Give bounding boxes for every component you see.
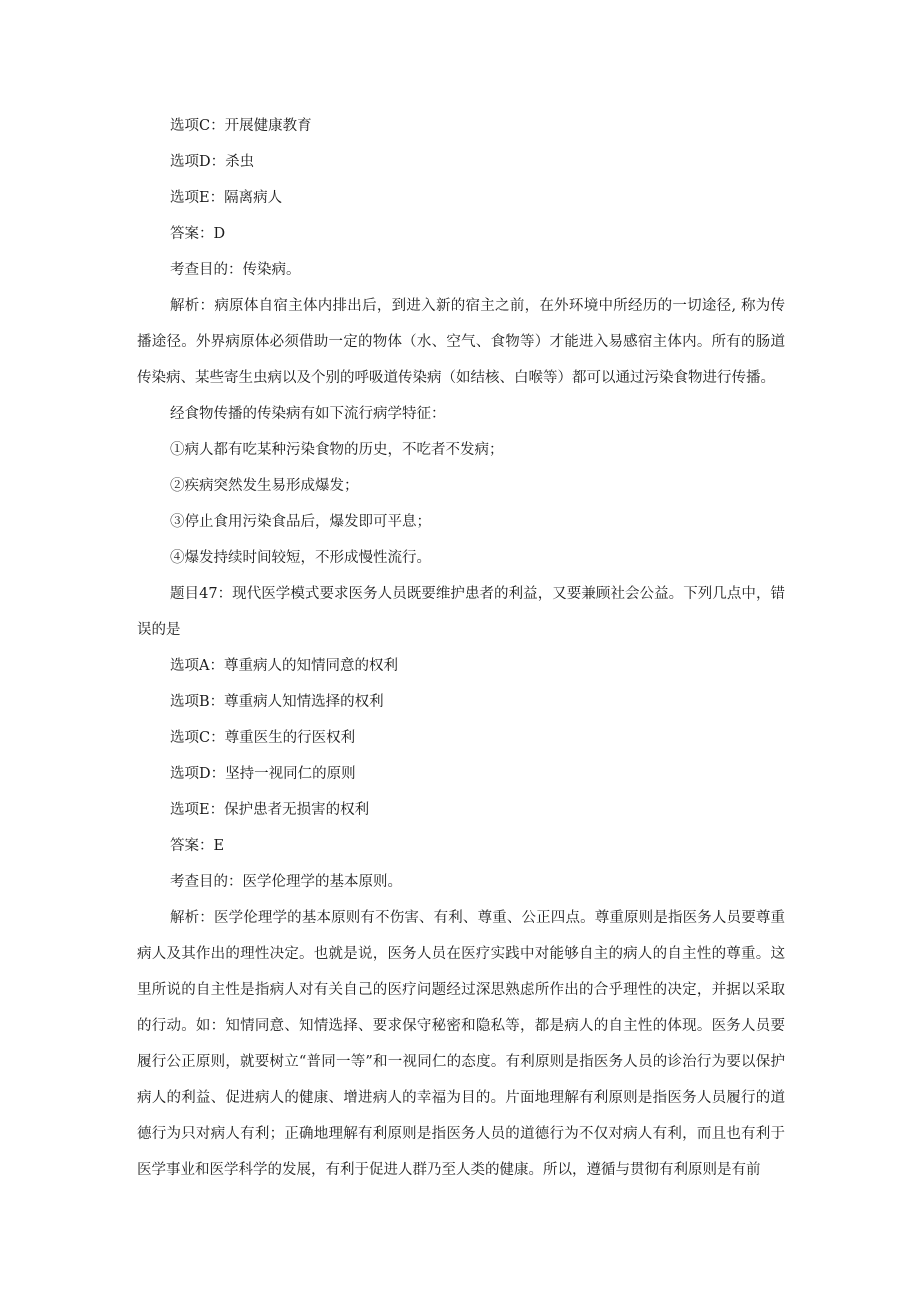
document-page	[137, 108, 785, 1188]
q47-option-d: 选项D：坚持一视同仁的原则	[170, 766, 356, 782]
q47-purpose: 考查目的：医学伦理学的基本原则。	[170, 874, 402, 890]
q47-option-c: 选项C：尊重医生的行医权利	[170, 730, 356, 746]
q46-features-intro: 经食物传播的传染病有如下流行病学特征：	[170, 406, 446, 422]
q47-answer: 答案：E	[170, 838, 225, 854]
q46-feature-1: ①病人都有吃某种污染食物的历史，不吃者不发病；	[170, 442, 504, 458]
q47-option-a: 选项A：尊重病人的知情同意的权利	[170, 658, 398, 674]
q46-analysis: 解析：病原体自宿主体内排出后，到进入新的宿主之前，在外环境中所经历的一切途径, 称为传播途径。外界病原体必须借助一定的物体（水、空气、食物等）才能进入易感宿主体内。所有的肠道传染病、某些寄生虫病以及个别的呼吸道传染病（如结核、白喉等）都可以通过污染食物进行传播。	[137, 298, 785, 386]
q46-answer: 答案：D	[170, 226, 226, 242]
q46-option-e: 选项E：隔离病人	[170, 190, 283, 206]
q46-purpose: 考查目的：传染病。	[170, 262, 301, 278]
q47-question: 题目47：现代医学模式要求医务人员既要维护患者的利益，又要兼顾社会公益。下列几点中，错误的是	[137, 586, 785, 638]
q46-feature-4: ④爆发持续时间较短，不形成慢性流行。	[170, 550, 431, 566]
q46-option-c: 选项C：开展健康教育	[170, 118, 312, 134]
q46-feature-3: ③停止食用污染食品后，爆发即可平息；	[170, 514, 431, 530]
q47-analysis: 解析：医学伦理学的基本原则有不伤害、有利、尊重、公正四点。尊重原则是指医务人员要尊重病人及其作出的理性决定。也就是说，医务人员在医疗实践中对能够自主的病人的自主性的尊重。这里所说的自主性是指病人对有关自己的医疗问题经过深思熟虑所作出的合乎理性的决定，并据以采取的行动。如：知情同意、知情选择、要求保守秘密和隐私等，都是病人的自主性的体现。医务人员要履行公正原则，就要树立“普同一等”和一视同仁的态度。有利原则是指医务人员的诊治行为要以保护病人的利益、促进病人的健康、增进病人的幸福为目的。片面地理解有利原则是指医务人员履行的道德行为只对病人有利；正确地理解有利原则是指医务人员的道德行为不仅对病人有利，而且也有利于医学事业和医学科学的发展，有利于促进人群乃至人类的健康。所以，遵循与贯彻有利原则是有前	[137, 910, 785, 1178]
q46-feature-2: ②疾病突然发生易形成爆发；	[170, 478, 359, 494]
q47-option-e: 选项E：保护患者无损害的权利	[170, 802, 370, 818]
q46-option-d: 选项D：杀虫	[170, 154, 255, 170]
q47-option-b: 选项B：尊重病人知情选择的权利	[170, 694, 384, 710]
